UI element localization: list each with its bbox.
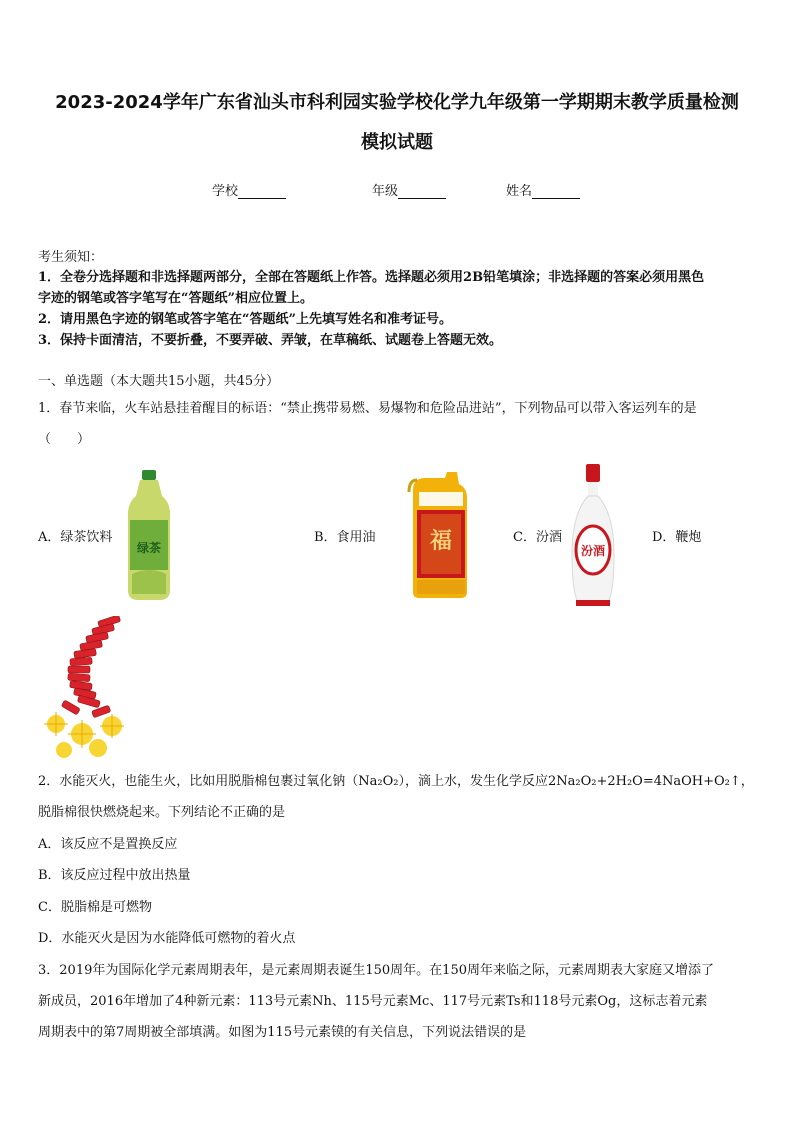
option-b[interactable]: B．该反应过程中放出热量 — [38, 868, 191, 883]
grade-label: 年级 — [372, 184, 399, 199]
oil-brand-label: 福 — [429, 528, 453, 554]
option-a[interactable]: A．该反应不是置换反应 — [38, 837, 178, 852]
green-tea-label: 绿茶 — [136, 541, 162, 555]
question-stem: 周期表中的第7周期被全部填满。如图为115号元素镆的有关信息，下列说法错误的是 — [38, 1025, 527, 1040]
option-d[interactable]: D．水能灭火是因为水能降低可燃物的着火点 — [38, 931, 296, 946]
school-field[interactable] — [212, 180, 286, 199]
fenjiu-bottle-image — [568, 464, 618, 610]
option-b[interactable]: B．食用油 — [314, 530, 376, 545]
question-stem: 3．2019年为国际化学元素周期表年，是元素周期表诞生150周年。在150周年来临之际，元素周期表大家庭又增添了 — [38, 963, 714, 978]
section-heading: 一、单选题（本大题共15小题，共45分） — [38, 374, 280, 389]
option-c[interactable]: C．汾酒 — [513, 530, 562, 545]
name-field[interactable] — [506, 180, 580, 199]
name-label: 姓名 — [506, 184, 533, 199]
notice-item: 3．保持卡面清洁，不要折叠，不要弄破、弄皱，在草稿纸、试题卷上答题无效。 — [38, 333, 503, 348]
question-stem: 新成员，2016年增加了4种新元素：113号元素Nh、115号元素Mc、117号元素Ts和118号元素Og，这标志着元素 — [38, 994, 708, 1009]
notice-item: 字迹的钢笔或答字笔写在“答题纸”相应位置上。 — [38, 291, 313, 306]
question-stem: 脱脂棉很快燃烧起来。下列结论不正确的是 — [38, 805, 286, 820]
option-a[interactable]: A．绿茶饮料 — [38, 530, 113, 545]
school-blank[interactable] — [238, 185, 286, 199]
notice-item: 2．请用黑色字迹的钢笔或答字笔在“答题纸”上先填写姓名和准考证号。 — [38, 312, 453, 327]
question-stem: 2．水能灭火，也能生火，比如用脱脂棉包裹过氧化钠（Na₂O₂），滴上水，发生化学反应2Na₂O₂+2H₂O=4NaOH+O₂↑， — [38, 774, 754, 789]
green-tea-bottle-image — [124, 470, 174, 602]
question-stem: 1．春节来临，火车站悬挂着醒目的标语：“禁止携带易燃、易爆物和危险品进站”，下列物品可以带入客运列车的是 — [38, 401, 697, 416]
option-d[interactable]: D．鞭炮 — [652, 530, 702, 545]
grade-field[interactable] — [372, 180, 446, 199]
page-title-line2: 模拟试题 — [361, 132, 433, 153]
page-title: 2023-2024学年广东省汕头市科利园实验学校化学九年级第一学期期末教学质量检测 — [55, 92, 739, 113]
school-label: 学校 — [212, 184, 239, 199]
grade-blank[interactable] — [398, 185, 446, 199]
notice-item: 1．全卷分选择题和非选择题两部分，全部在答题纸上作答。选择题必须用2B铅笔填涂；非选择题的答案必须用黑色 — [38, 270, 705, 285]
notice-heading: 考生须知： — [38, 250, 104, 265]
name-blank[interactable] — [532, 185, 580, 199]
question-stem: （ ） — [38, 432, 91, 447]
fenjiu-label: 汾酒 — [580, 544, 606, 558]
cooking-oil-image — [407, 468, 473, 600]
option-c[interactable]: C．脱脂棉是可燃物 — [38, 900, 152, 915]
firecrackers-image — [42, 616, 128, 762]
